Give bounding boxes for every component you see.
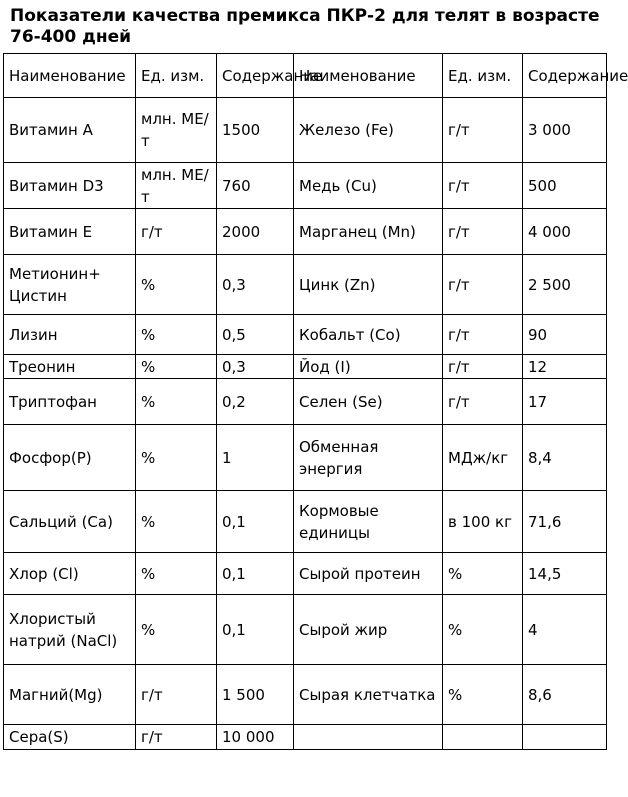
cell-name-2: Марганец (Mn)	[294, 209, 443, 255]
cell-content: 0,5	[217, 315, 294, 355]
cell-unit: %	[136, 553, 217, 595]
cell-content-2: 17	[523, 379, 607, 425]
cell-content-2: 71,6	[523, 491, 607, 553]
cell-name: Витамин А	[4, 98, 136, 163]
cell-unit: %	[136, 355, 217, 379]
table-row	[4, 595, 607, 665]
cell-content: 1	[217, 425, 294, 491]
cell-content-2: 8,4	[523, 425, 607, 491]
cell-unit-2: в 100 кг	[443, 491, 523, 553]
cell-content: 0,1	[217, 491, 294, 553]
table-row	[4, 163, 607, 209]
cell-name: Хлор (Cl)	[4, 553, 136, 595]
cell-unit: %	[136, 595, 217, 665]
cell-unit-2: г/т	[443, 98, 523, 163]
header-cell-name-2: Наименование	[294, 54, 443, 98]
cell-name-2: Кормовые единицы	[294, 491, 443, 553]
cell-name-2: Кобальт (Co)	[294, 315, 443, 355]
cell-name-2: Цинк (Zn)	[294, 255, 443, 315]
cell-name: Хлористый натрий (NaCl)	[4, 595, 136, 665]
cell-name: Треонин	[4, 355, 136, 379]
cell-unit: млн. МЕ/т	[136, 98, 217, 163]
cell-name: Витамин Е	[4, 209, 136, 255]
cell-unit-2	[443, 725, 523, 750]
cell-content: 0,3	[217, 355, 294, 379]
cell-name: Витамин D3	[4, 163, 136, 209]
cell-content-2: 8,6	[523, 665, 607, 725]
cell-name-2: Йод (I)	[294, 355, 443, 379]
cell-unit: %	[136, 255, 217, 315]
cell-content-2: 4 000	[523, 209, 607, 255]
cell-name: Метионин+ Цистин	[4, 255, 136, 315]
document-title: Показатели качества премикса ПКР-2 для телят в возрасте 76-400 дней	[10, 6, 606, 47]
cell-name: Сальций (Ca)	[4, 491, 136, 553]
cell-unit-2: г/т	[443, 379, 523, 425]
cell-unit-2: %	[443, 665, 523, 725]
cell-unit-2: г/т	[443, 209, 523, 255]
table-row	[4, 209, 607, 255]
header-cell-content: Содержание	[217, 54, 294, 98]
cell-name-2: Сырая клетчатка	[294, 665, 443, 725]
cell-name: Триптофан	[4, 379, 136, 425]
premix-quality-table	[3, 53, 628, 750]
table-row	[4, 665, 607, 725]
cell-unit: %	[136, 425, 217, 491]
cell-content-2: 12	[523, 355, 607, 379]
cell-name-2	[294, 725, 443, 750]
table-row	[4, 553, 607, 595]
table-row	[4, 355, 607, 379]
cell-unit-2: г/т	[443, 255, 523, 315]
cell-unit-2: г/т	[443, 355, 523, 379]
cell-unit: %	[136, 491, 217, 553]
cell-content: 10 000	[217, 725, 294, 750]
cell-content-2: 2 500	[523, 255, 607, 315]
cell-content: 760	[217, 163, 294, 209]
table-row	[4, 491, 607, 553]
cell-name-2: Селен (Se)	[294, 379, 443, 425]
cell-content-2	[523, 725, 607, 750]
table-header-row	[4, 54, 607, 98]
header-cell-unit-2: Ед. изм.	[443, 54, 523, 98]
cell-content: 0,3	[217, 255, 294, 315]
cell-content: 1 500	[217, 665, 294, 725]
header-cell-content-2: Содержание	[523, 54, 607, 98]
cell-content: 0,1	[217, 595, 294, 665]
table-row	[4, 98, 607, 163]
cell-content-2: 3 000	[523, 98, 607, 163]
cell-content: 2000	[217, 209, 294, 255]
cell-unit-2: МДж/кг	[443, 425, 523, 491]
header-cell-name: Наименование	[4, 54, 136, 98]
cell-content-2: 14,5	[523, 553, 607, 595]
cell-name: Лизин	[4, 315, 136, 355]
cell-unit: млн. МЕ/т	[136, 163, 217, 209]
cell-unit-2: %	[443, 595, 523, 665]
cell-unit: г/т	[136, 725, 217, 750]
header-cell-unit: Ед. изм.	[136, 54, 217, 98]
cell-unit-2: г/т	[443, 315, 523, 355]
cell-content-2: 4	[523, 595, 607, 665]
cell-name: Магний(Mg)	[4, 665, 136, 725]
cell-content: 0,1	[217, 553, 294, 595]
cell-unit-2: г/т	[443, 163, 523, 209]
table-row	[4, 255, 607, 315]
cell-unit: %	[136, 315, 217, 355]
cell-name-2: Обменная энергия	[294, 425, 443, 491]
table-row	[4, 315, 607, 355]
table-row	[4, 725, 607, 750]
cell-content-2: 500	[523, 163, 607, 209]
cell-content-2: 90	[523, 315, 607, 355]
cell-content: 1500	[217, 98, 294, 163]
cell-name-2: Железо (Fe)	[294, 98, 443, 163]
cell-unit-2: %	[443, 553, 523, 595]
cell-content: 0,2	[217, 379, 294, 425]
cell-name-2: Медь (Cu)	[294, 163, 443, 209]
cell-name-2: Сырой жир	[294, 595, 443, 665]
cell-unit: %	[136, 379, 217, 425]
cell-unit: г/т	[136, 665, 217, 725]
cell-name: Сера(S)	[4, 725, 136, 750]
cell-unit: г/т	[136, 209, 217, 255]
cell-name-2: Сырой протеин	[294, 553, 443, 595]
cell-name: Фосфор(P)	[4, 425, 136, 491]
table-row	[4, 425, 607, 491]
table-body	[4, 54, 628, 750]
table-row	[4, 379, 607, 425]
